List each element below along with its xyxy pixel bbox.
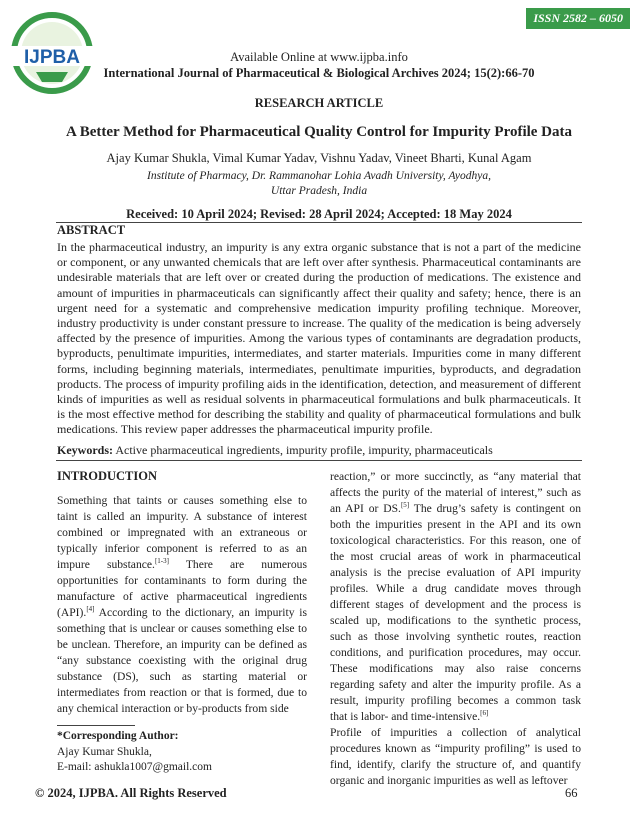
article-title: A Better Method for Pharmaceutical Quality Control for Impurity Profile Data xyxy=(65,124,573,140)
intro-text: Something that taints or causes something else to taint is called an impurity. A substance of interest combined or impregnated with an extraneous or typically inferior component is referred to as an impure substance. xyxy=(57,494,307,571)
intro-paragraph-3: Profile of impurities a collection of analytical procedures known as “impurity profiling” is used to find, identify, clarify the structure of, and quantify organic and inorganic impurities as well as leftover xyxy=(330,726,581,787)
article-type: RESEARCH ARTICLE xyxy=(254,96,384,110)
corresponding-name: Ajay Kumar Shukla, xyxy=(57,745,152,758)
intro-text: The drug’s safety is contingent on both the impurities present in the API and its own toxicological characteristics. For this reason, one of the most crucial areas of work in pharmaceutical analysis is the precise evaluation of API impurity profiles. While a drug candidate moves through different stages of development and the process is scaled up, modifications to the synthetic process, such as those involving synthetic routes, reaction conditions, and purification procedures, may occur. These modifications may also raise concerns regarding safety and alter the impurity profile. As a result, impurity profiling becomes a common task that is labor- and time-intensive. xyxy=(330,502,581,723)
corresponding-email[interactable]: E-mail: ashukla1007@gmail.com xyxy=(57,761,212,773)
keywords-value: Active pharmaceutical ingredients, impurity profile, impurity, pharmaceuticals xyxy=(115,443,493,457)
abstract-heading: ABSTRACT xyxy=(57,223,126,237)
intro-text: According to the dictionary, an impurity is something that is unclear or causes something else to be unclean. Therefore, an impurity can be defined as “any substance coexisting with the original drug substance (DS), such as starting material or intermediates from reaction or that is formed, due to any chemical interaction or by-products from side xyxy=(57,606,307,715)
keywords xyxy=(57,443,581,458)
introduction-heading: INTRODUCTION xyxy=(57,469,158,483)
affiliation-line-1: Institute of Pharmacy, Dr. Rammanohar Lohia Avadh University, Ayodhya, xyxy=(147,170,491,182)
affiliation-line-2: Uttar Pradesh, India xyxy=(270,185,368,197)
intro-text: There are numerous opportunities for contaminants to form during the manufacture of active pharmaceutical ingredients (API). xyxy=(57,558,307,619)
keywords-label: Keywords: xyxy=(57,443,113,457)
citation: [6] xyxy=(480,709,489,718)
citation: [4] xyxy=(86,605,95,614)
intro-paragraph-2 xyxy=(330,469,581,789)
abstract-body xyxy=(57,240,581,438)
intro-text: reaction,” or more succinctly, as “any material that affects the purity of the material of interest,” such as an API or DS. xyxy=(330,470,581,515)
corresponding-author xyxy=(57,729,212,776)
page-number: 66 xyxy=(565,786,578,800)
logo-text: IJPBA xyxy=(24,47,80,68)
article-dates: Received: 10 April 2024; Revised: 28 April 2024; Accepted: 18 May 2024 xyxy=(126,207,512,221)
author-list: Ajay Kumar Shukla, Vimal Kumar Yadav, Vishnu Yadav, Vineet Bharti, Kunal Agam xyxy=(106,151,532,165)
available-online: Available Online at www.ijpba.info xyxy=(230,50,408,64)
citation: [1-3] xyxy=(154,557,169,566)
corresponding-label: *Corresponding Author: xyxy=(57,730,179,742)
intro-paragraph-1 xyxy=(57,493,307,717)
dates-divider xyxy=(56,222,582,223)
footnote-divider xyxy=(57,725,135,726)
copyright: © 2024, IJPBA. All Rights Reserved xyxy=(35,786,227,800)
journal-citation: International Journal of Pharmaceutical & Biological Archives 2024; 15(2):66-70 xyxy=(103,66,535,80)
issn-badge: ISSN 2582 – 6050 xyxy=(526,8,630,29)
abstract-text: In the pharmaceutical industry, an impurity is any extra organic substance that is not a part of the medicine or component, or any unwanted chemicals that are left over after synthesis. Pharmaceutical contaminants are undesirable materials that are left over or created during the production of medications. The existence and amount of impurities in pharmaceuticals can significantly affect their quality and safety; hence, there is an urgent need for a systematic and comprehensive medication impurity profiling technique. Moreover, industry productivity is under constant pressure to increase. The quality of the medication is being adversely affected by the presence of impurities. Among the various types of contaminants are degradation products, byproducts, penultimate impurities, intermediates, and starter materials. Impurities come in many different forms, including beginning materials, intermediates, penultimate impurities, byproducts, and degradation products. The process of impurity profiling aids in the identification, detection, and measurement of different kinds of impurities as well as residual solvents in pharmaceutical formulations and bulk pharmaceuticals. It is the most effective method for describing the stability and quality of pharmaceutical formulations and bulk medications. This review paper addresses the pharmaceutical impurity profile. xyxy=(57,240,581,437)
abstract-divider xyxy=(56,460,582,461)
citation: [5] xyxy=(400,501,410,510)
